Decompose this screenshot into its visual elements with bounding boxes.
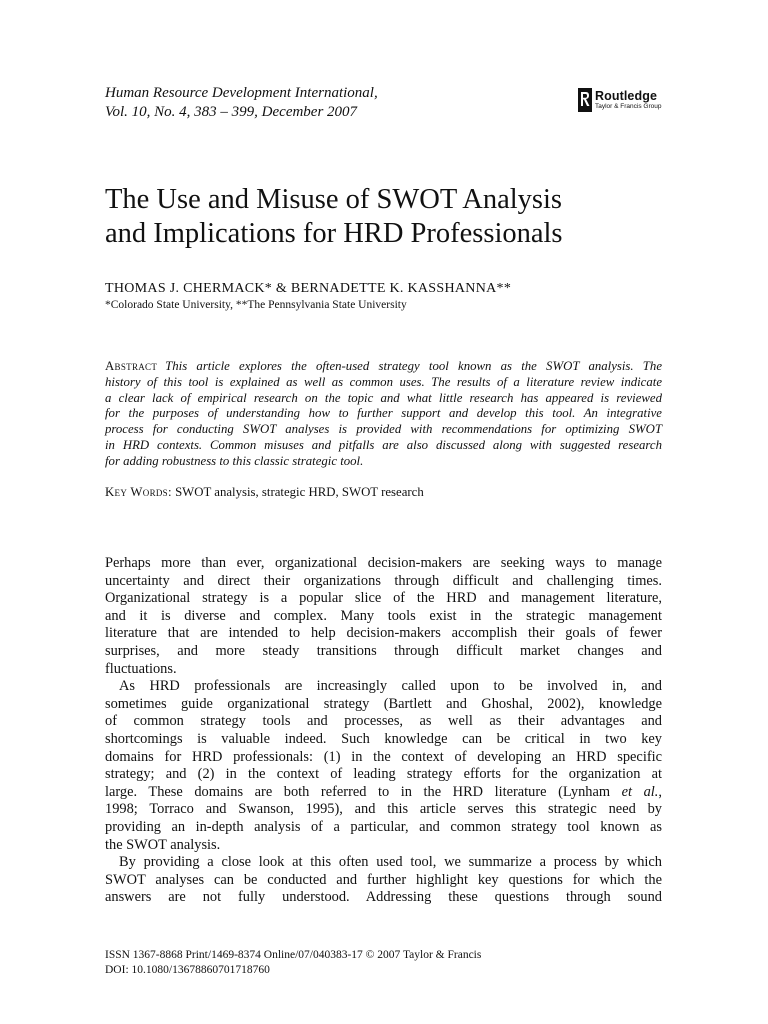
- publisher-logo: [578, 88, 661, 112]
- routledge-logo-icon: [578, 88, 592, 112]
- body-line: surprises, and more steady transitions through difficult market changes and: [105, 642, 662, 659]
- body-line: and it is diverse and complex. Many tools exist in the strategic management: [105, 607, 662, 624]
- body-line: Perhaps more than ever, organizational decision-makers are seeking ways to manage: [105, 555, 662, 571]
- article-title: [105, 183, 563, 251]
- body-line: Organizational strategy is a popular slice of the HRD and management literature,: [105, 590, 662, 607]
- abstract-line: for the purposes of understanding how to further support and develop this tool. An integrative: [105, 406, 662, 421]
- abstract-line: in HRD contexts. Common misuses and pitfalls are also discussed along with suggested research: [105, 437, 662, 452]
- abstract-line: process for conducting SWOT analyses is provided with recommendations for optimizing SWOT: [105, 422, 662, 437]
- abstract: [105, 359, 662, 470]
- body-line: strategy; and (2) in the context of leading strategy efforts for the organization at: [105, 766, 662, 783]
- journal-issue: Vol. 10, No. 4, 383 – 399, December 2007: [105, 104, 358, 120]
- body-line: 1998; Torraco and Swanson, 1995), and this article serves this strategic need by: [105, 801, 662, 818]
- publisher-name: Routledge: [595, 88, 658, 103]
- author-affiliations: *Colorado State University, **The Pennsylvania State University: [105, 299, 407, 311]
- body-line: large. These domains are both referred to in the HRD literature (Lynham et al.,: [105, 783, 662, 800]
- body-line: shortcomings is valuable indeed. Such knowledge can be critical in two key: [105, 730, 662, 747]
- body-line: of common strategy tools and processes, as well as their advantages and: [105, 713, 662, 730]
- body-line: SWOT analyses can be conducted and further highlight key questions for which the: [105, 871, 662, 888]
- author-list: THOMAS J. CHERMACK* & BERNADETTE K. KASSHANNA**: [105, 281, 512, 296]
- key-words-text: SWOT analysis, strategic HRD, SWOT research: [175, 485, 424, 499]
- body-line: uncertainty and direct their organizations through difficult and challenging times.: [105, 572, 662, 589]
- abstract-line: This article explores the often-used strategy tool known as the SWOT analysis. The: [165, 359, 662, 373]
- body-line: domains for HRD professionals: (1) in the context of developing an HRD specific: [105, 748, 662, 765]
- body-text: [105, 555, 662, 907]
- body-line: the SWOT analysis.: [105, 836, 221, 853]
- body-line: literature that are intended to help decision-makers accomplish their goals of fewer: [105, 625, 662, 642]
- body-line: As HRD professionals are increasingly called upon to be involved in, and: [119, 678, 662, 695]
- body-line: By providing a close look at this often used tool, we summarize a process by which: [119, 854, 662, 871]
- title-line: and Implications for HRD Professionals: [105, 218, 563, 249]
- doi-line: DOI: 10.1080/13678860701718760: [105, 963, 270, 976]
- title-line: The Use and Misuse of SWOT Analysis: [105, 184, 563, 215]
- journal-citation: [105, 84, 378, 122]
- key-words: [105, 485, 424, 500]
- issn-line: ISSN 1367-8868 Print/1469-8374 Online/07/040383-17 © 2007 Taylor & Francis: [105, 949, 482, 961]
- journal-name: Human Resource Development International,: [105, 85, 378, 101]
- body-line: answers are not fully understood. Addressing these questions through sound: [105, 889, 662, 906]
- body-line: providing an in-depth analysis of a particular, and common strategy tool known as: [105, 818, 662, 835]
- key-words-heading: Key Words:: [105, 485, 172, 499]
- body-line: sometimes guide organizational strategy (Bartlett and Ghoshal, 2002), knowledge: [105, 695, 662, 712]
- abstract-line: for adding robustness to this classic strategic tool.: [105, 453, 364, 468]
- abstract-line: history of this tool is explained as well as common uses. The results of a literature review indicate: [105, 374, 662, 389]
- abstract-heading: Abstract: [105, 359, 158, 373]
- abstract-line: a clear lack of empirical research on the topic and what little research has appeared is reviewed: [105, 390, 662, 405]
- body-line: fluctuations.: [105, 660, 177, 677]
- publisher-group: Taylor & Francis Group: [595, 103, 662, 110]
- page-footer: [105, 948, 481, 977]
